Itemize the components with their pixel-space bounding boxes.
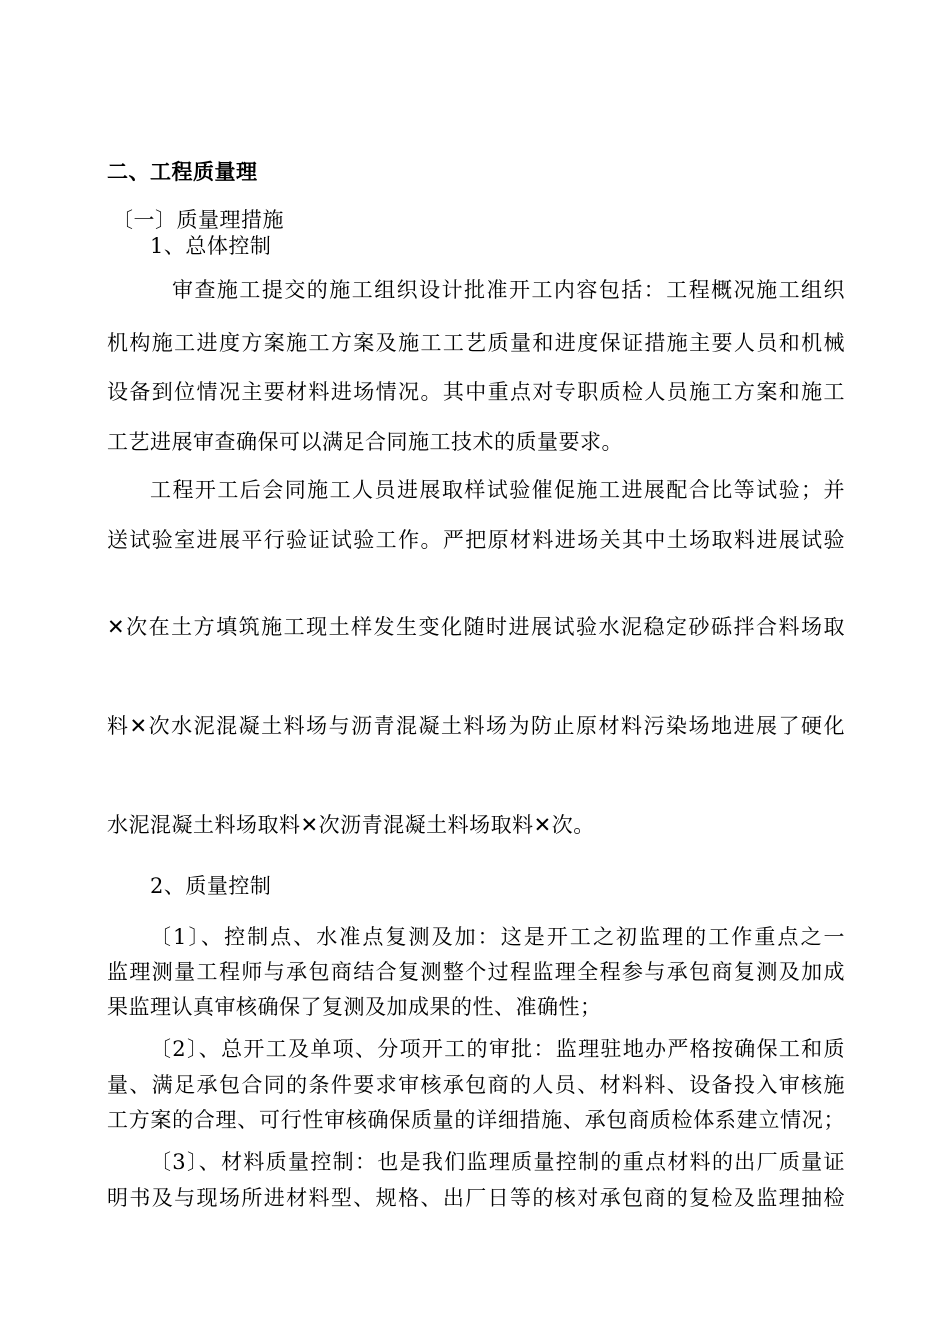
- item-title-overall-control: 1、总体控制: [150, 234, 272, 258]
- paragraph-line: 水泥混凝土料场取料✕次沥青混凝土料场取料✕次。: [107, 813, 595, 837]
- paragraph-line: 监理测量工程师与承包商结合复测整个过程监理全程参与承包商复测及加成: [107, 960, 845, 984]
- paragraph-line: 审查施工提交的施工组织设计批准开工内容包括：工程概况施工组织: [172, 278, 845, 302]
- paragraph-line: 工艺进展审查确保可以满足合同施工技术的质量要求。: [107, 430, 623, 454]
- subsection-title: 〔一〕质量理措施: [112, 208, 284, 232]
- section-heading: 二、工程质量理: [107, 160, 258, 184]
- paragraph-line: 机构施工进度方案施工方案及施工工艺质量和进度保证措施主要人员和机械: [107, 331, 845, 355]
- paragraph-line: 〔2〕、总开工及单项、分项开工的审批：监理驻地办严格按确保工和质: [150, 1037, 845, 1061]
- paragraph-line: 果监理认真审核确保了复测及加成果的性、准确性；: [107, 995, 602, 1019]
- paragraph-line: 工方案的合理、可行性审核确保质量的详细措施、承包商质检体系建立情况；: [107, 1108, 845, 1132]
- paragraph-line: 明书及与现场所进材料型、规格、出厂日等的核对承包商的复检及监理抽检: [107, 1186, 845, 1210]
- paragraph-line: 量、满足承包合同的条件要求审核承包商的人员、材料料、设备投入审核施: [107, 1073, 845, 1097]
- paragraph-line: 送试验室进展平行验证试验工作。严把原材料进场关其中土场取料进展试验: [107, 528, 845, 552]
- paragraph-line: 料✕次水泥混凝土料场与沥青混凝土料场为防止原材料污染场地进展了硬化: [107, 714, 845, 738]
- paragraph-line: 〔3〕、材料质量控制：也是我们监理质量控制的重点材料的出厂质量证: [150, 1150, 845, 1174]
- paragraph-line: 工程开工后会同施工人员进展取样试验催促施工进展配合比等试验；并: [150, 478, 845, 502]
- paragraph-line: 〔1〕、控制点、水准点复测及加：这是开工之初监理的工作重点之一: [150, 925, 845, 949]
- paragraph-line: ✕次在土方填筑施工现土样发生变化随时进展试验水泥稳定砂砾拌合料场取: [107, 615, 845, 639]
- paragraph-line: 设备到位情况主要材料进场情况。其中重点对专职质检人员施工方案和施工: [107, 380, 845, 404]
- item-title-quality-control: 2、质量控制: [150, 874, 272, 898]
